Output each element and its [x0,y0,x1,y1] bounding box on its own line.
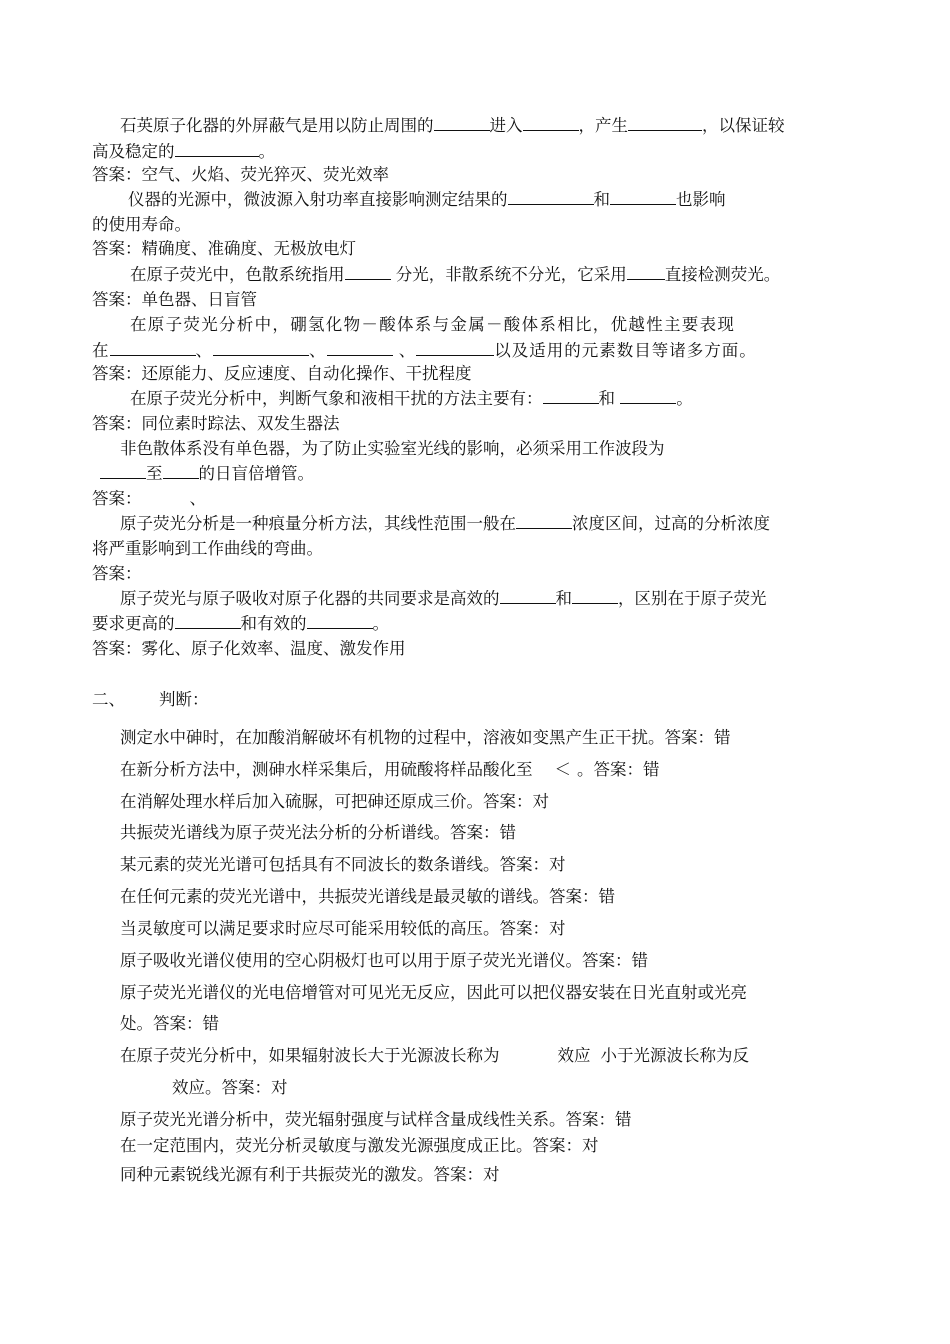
answer-line: 答案：同位素时踪法、双发生器法 [92,414,340,433]
answer-line [92,487,206,511]
judge-item: 原子荧光光谱仪的光电倍增管对可见光无反应，因此可以把仪器安装在日光直射或光亮 [120,983,747,1002]
question-text: 和 [593,190,610,209]
fill-blank [307,612,373,629]
answer-line: 答案：单色器、日盲管 [92,290,257,309]
question-line [120,587,767,611]
answer-line: 答案： [92,564,142,583]
question-text: 。 [372,614,389,633]
fill-blank [627,263,665,280]
section-number: 二、 [92,690,125,709]
fill-blank [175,140,259,157]
question-line [100,462,314,486]
judge-item: 在消解处理水样后加入硫脲，可把砷还原成三价。答案：对 [120,792,549,811]
question-text: 高及稳定的 [92,142,175,161]
fill-blank [620,387,676,404]
question-line [120,512,770,536]
judge-text: 效应 [557,1046,591,1065]
question-text: 和 [598,389,621,408]
question-line: 的使用寿命。 [92,215,191,234]
judge-item: 原子荧光光谱分析中，荧光辐射强度与试样含量成线性关系。答案：错 [120,1110,632,1129]
question-text: 在原子荧光分析中，判断气象和液相干扰的方法主要有： [130,389,543,408]
fill-blank [175,612,241,629]
question-text: 仪器的光源中，微波源入射功率直接影响测定结果的 [128,190,508,209]
question-text: 。 [676,389,693,408]
fill-blank [610,188,676,205]
fill-blank [416,339,494,356]
judge-item [120,1044,749,1068]
fill-blank [163,462,199,479]
judge-item: 在一定范围内，荧光分析灵敏度与激发光源强度成正比。答案：对 [120,1136,599,1155]
question-line [130,263,780,287]
question-text: 、 [392,341,417,360]
fill-blank [572,587,618,604]
question-line: 非色散体系没有单色器，为了防止实验室光线的影响，必须采用工作波段为 [120,439,665,458]
fill-blank [628,114,702,131]
question-text: 原子荧光与原子吸收对原子化器的共同要求是高效的 [120,589,500,608]
judge-item: 测定水中砷时，在加酸消解破坏有机物的过程中，溶液如变黑产生正干扰。答案：错 [120,728,731,747]
question-line [120,114,785,138]
answer-line: 答案：空气、火焰、荧光猝灭、荧光效率 [92,165,389,184]
question-text: 以及适用的元素数目等诸多方面。 [494,341,757,360]
answer-line: 答案：精确度、准确度、无极放电灯 [92,239,356,258]
judge-text: 在新分析方法中，测砷水样采集后，用硫酸将样品酸化至 [120,760,533,779]
fill-blank [110,339,196,356]
judge-text: 小于光源波长称为反 [600,1046,749,1065]
question-text: ，以保证较 [702,116,785,135]
question-text: 和有效的 [240,614,307,633]
question-line [120,188,726,212]
question-line [130,387,693,411]
question-text: 要求更高的 [92,614,175,633]
question-text: 在 [92,341,110,360]
judge-text: 。答案：错 [577,760,660,779]
answer-text: 答案： [92,489,142,508]
answer-line: 答案：雾化、原子化效率、温度、激发作用 [92,639,406,658]
judge-item: 在任何元素的荧光光谱中，共振荧光谱线是最灵敏的谱线。答案：错 [120,887,615,906]
question-text: 原子荧光分析是一种痕量分析方法，其线性范围一般在 [120,514,516,533]
fill-blank [213,339,309,356]
question-text: 、 [195,341,213,360]
judge-item: 同种元素锐线光源有利于共振荧光的激发。答案：对 [120,1165,500,1184]
answer-line: 答案：还原能力、反应速度、自动化操作、干扰程度 [92,364,472,383]
judge-text: 在原子荧光分析中，如果辐射波长大于光源波长称为 [120,1046,500,1065]
question-text: ，产生 [578,116,628,135]
question-text: 在原子荧光中，色散系统指用 [130,265,345,284]
fill-blank [345,263,391,280]
judge-item: 共振荧光谱线为原子荧光法分析的分析谱线。答案：错 [120,823,516,842]
fill-blank [500,587,556,604]
judge-item [120,758,660,782]
question-text: 直接检测荧光。 [664,265,781,284]
question-text: 石英原子化器的外屏蔽气是用以防止周围的 [120,116,434,135]
judge-item: 当灵敏度可以满足要求时应尽可能采用较低的高压。答案：对 [120,919,566,938]
question-text: 进入 [489,116,523,135]
question-text: 、 [309,341,327,360]
answer-text: 、 [189,489,206,508]
section-title: 判断： [159,690,209,709]
fill-blank [434,114,490,131]
question-text: 的日盲倍增管。 [198,464,314,483]
question-text: ，区别在于原子荧光 [618,589,767,608]
fill-blank [516,512,572,529]
question-text: 浓度区间，过高的分析浓度 [572,514,770,533]
section-heading [92,688,209,712]
question-line: 将严重影响到工作曲线的弯曲。 [92,539,323,558]
question-line: 在原子荧光分析中，硼氢化物－酸体系与金属－酸体系相比，优越性主要表现 [130,315,736,334]
fill-blank [327,339,393,356]
fill-blank [523,114,579,131]
question-text: 至 [146,464,163,483]
question-text: 分光，非散系统不分光，它采用 [390,265,627,284]
judge-item: 原子吸收光谱仪使用的空心阴极灯也可以用于原子荧光光谱仪。答案：错 [120,951,648,970]
fill-blank [100,462,146,479]
question-text: 和 [555,589,572,608]
judge-item: 某元素的荧光光谱可包括具有不同波长的数条谱线。答案：对 [120,855,566,874]
judge-item: 效应。答案：对 [172,1078,288,1097]
question-text: 也影响 [676,190,726,209]
judge-text: ＜ [554,760,571,779]
question-text: 。 [258,142,275,161]
question-line [92,612,389,636]
question-line [92,339,757,363]
fill-blank [543,387,599,404]
fill-blank [508,188,594,205]
question-line [92,140,275,164]
judge-item: 处。答案：错 [120,1014,219,1033]
